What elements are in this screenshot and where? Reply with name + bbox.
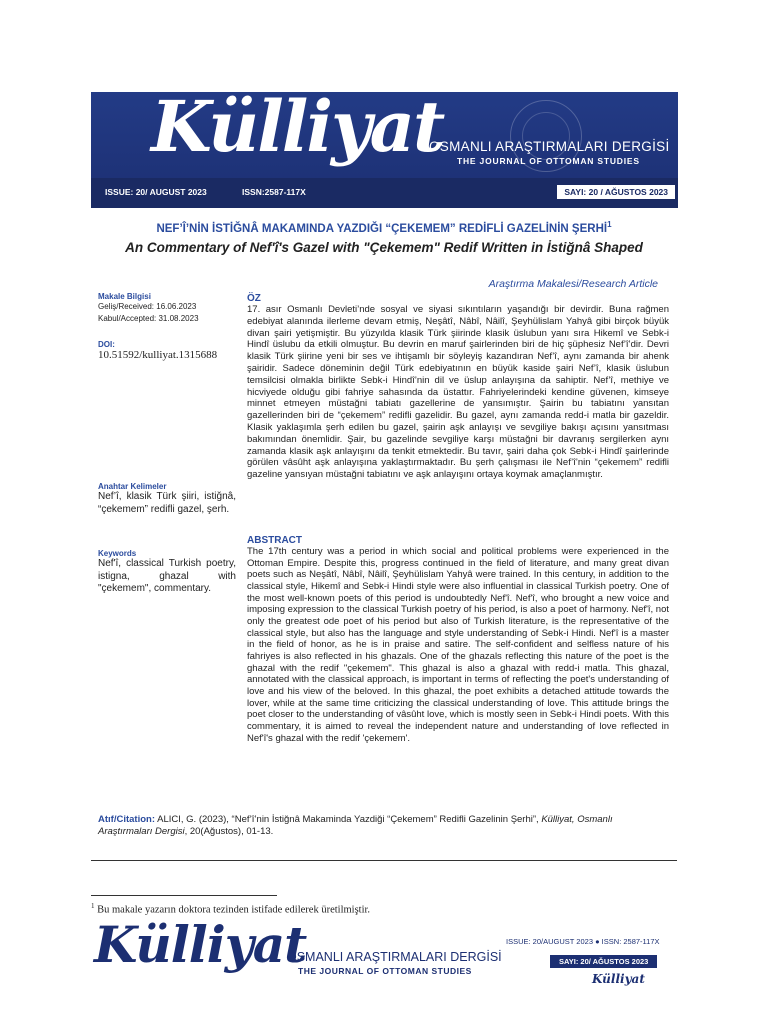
footer-logo: Külliyat bbox=[94, 915, 307, 974]
journal-logo: Külliyat bbox=[151, 85, 444, 168]
issn-label: ISSN:2587-117X bbox=[242, 187, 306, 197]
keywords-tr-label: Anahtar Kelimeler bbox=[98, 482, 167, 491]
citation-text: ALICI, G. (2023), “Nef’î’nin İstiğnâ Makaminda Yazdiği “Çekemem” Redifli Gazelinin Şerhi”, bbox=[155, 814, 542, 825]
footer-journal-name: OSMANLI ARAŞTIRMALARI DERGİSİ bbox=[287, 950, 502, 964]
journal-subtitle: THE JOURNAL OF OTTOMAN STUDIES bbox=[457, 156, 640, 166]
divider-line bbox=[91, 860, 677, 861]
keywords-tr-block bbox=[98, 482, 236, 516]
footer-sayi-badge: SAYI: 20/ AĞUSTOS 2023 bbox=[550, 955, 657, 968]
banner-footer-strip bbox=[91, 178, 678, 208]
abstract-tr-heading: ÖZ bbox=[247, 293, 261, 304]
title-footnote-mark: 1 bbox=[607, 220, 612, 229]
footer-mini-logo: Külliyat bbox=[592, 972, 645, 986]
issue-label: ISSUE: 20/ AUGUST 2023 bbox=[105, 187, 207, 197]
citation bbox=[98, 814, 668, 838]
doi-block bbox=[98, 340, 236, 361]
accepted-date: Kabul/Accepted: 31.08.2023 bbox=[98, 314, 199, 323]
doi-label: DOI: bbox=[98, 340, 115, 349]
footnote bbox=[91, 902, 370, 916]
title-turkish: NEF’Î’NİN İSTİĞNÂ MAKAMINDA YAZDIĞI “ÇEKEMEM” REDİFLİ GAZELİNİN ŞERHİ$^1$ bbox=[156, 220, 612, 235]
abstract-en-heading: ABSTRACT bbox=[247, 535, 302, 546]
keywords-en-label: Keywords bbox=[98, 549, 137, 558]
keywords-en-block bbox=[98, 549, 236, 596]
citation-tail: , 20(Ağustos), 01-13. bbox=[184, 826, 274, 837]
footnote-text: Bu makale yazarın doktora tezinden istifade edilerek üretilmiştir. bbox=[94, 904, 371, 916]
article-info-label: Makale Bilgisi bbox=[98, 292, 151, 301]
citation-label: Atıf/Citation: bbox=[98, 814, 155, 825]
footer-journal-subtitle: THE JOURNAL OF OTTOMAN STUDIES bbox=[298, 966, 472, 976]
abstract-tr bbox=[247, 293, 669, 481]
title-english: An Commentary of Nef'î's Gazel with "Çekemem" Redif Written in İstiğnâ Shaped bbox=[125, 240, 643, 255]
abstract-en-text: The 17th century was a period in which social and political problems were experienced in the Ottoman Empire. Despite this, progress continued in the field of literature, and many great divan poets such as Neşâtî, Nâbî, Nâilî, Şeyhülislam Yahyâ were trained. In this century, in addition to the classical style, Hikemî and Sebk-i Hindi style were also influential in classical Turkish poetry. One of the most well-known poets of this period is undoubtedly Nef'î. Nef'î, who brought a new voice and imposing expression to the classical Turkish poetry of his period, is also a poet of harmony. Nef'î, not only the greatest ode poet of his period but also of Turkish literature, is the representative of the classical style, but also has the language and style understanding of Sebk-i Hindi. Nef'î is a master in the field of honor, as he is in praise and satire. The self-confident and selfless nature of his fahriyes is also reflected in his ghazals. One of the ghazals reflecting this nature of the poet is the ghazal with the redif "çekemem". This ghazal is also a ghazal with redd-i matla. This ghazal, annotated with the classical approach, is important in terms of reflecting the poet's understanding of love and his view of the beloved. In this ghazal, the poet exhibits a detached attitude towards the lover, while at the same time criticizing the classical understanding of love. This attitude brings the poet closer to the understanding of vâsûht love, which is mostly seen in Sebk-i Hindi poets. With this commentary, it is aimed to reveal the independent nature and understanding of love reflected in Nef'î's ghazal with the redif 'çekemem'. bbox=[247, 546, 669, 744]
article-info bbox=[98, 292, 236, 325]
abstract-en bbox=[247, 535, 669, 744]
journal-banner bbox=[91, 85, 678, 208]
journal-name: OSMANLI ARAŞTIRMALARI DERGİSİ bbox=[429, 139, 670, 154]
footnote-mark: 1 bbox=[91, 902, 95, 910]
doi-link[interactable]: 10.51592/kulliyat.1315688 bbox=[98, 349, 218, 361]
keywords-tr: Nef’î, klasik Türk şiiri, istiğnâ, “çekemem” redifli gazel, şerh. bbox=[98, 491, 236, 515]
footnote-rule bbox=[91, 895, 277, 896]
received-date: Geliş/Received: 16.06.2023 bbox=[98, 302, 197, 311]
abstract-tr-text: 17. asır Osmanlı Devleti’nde sosyal ve siyasi sıkıntıların yaşandığı bir devirdir. Buna rağmen edebiyat alanında ilerleme devam etmiş, Neşâtî, Nâbî, Nâilî, Şeyhülislam Yahyâ gibi birçok büyük divan şairi yetişmiştir. Bu yüzyılda klasik Türk şiirinde klasik üslubun yanı sıra Hikemî ve Sebk-i Hindî üslubu da etkili olmuştur. Bu devrin en maruf şairlerinden biri de hiç şüphesiz Nef’î’dir. Devri klasik Türk şiirine yeni bir ses ve ihtişamlı bir söyleyiş kazandıran Nef’î, aynı zamanda bir ahenk şairidir. Sadece döneminin değil Türk edebiyatının en büyük kaside şairi Nef’î, klasik üslubun temsilcisi olmakla birlikte Sebk-i Hindî’nin dil ve üslup anlayışına da sahiptir. Nef’î, methiye ve hicviyede olduğu gibi fahriye sahasında da üstattır. Fahriyelerindeki kendine güvenen, kimseye minnet etmeyen müstağni tabiatı gazellerine de yansımıştır. Şairin bu tabiatını yansıtan gazellerinden biri de “çekemem” redifli gazelidir. Bu gazel, aynı zamanda redd-i matla bir gazeldir. Klasik yaklaşımla şerh edilen bu gazel, şairin aşk anlayışı ve sevgiliye bakışı açısını yansıtması bakımından önemlidir. Şair, bu gazelinde sevgiliye karşı müstağni bir davranış sergilerken aynı zamanda klasik aşk anlayışını da tenkit etmektedir. Bu tavır, şairi daha çok Sebk-i Hindî şairlerinde görülen vâsûht aşk anlayışına yaklaştırmaktadır. Bu şerh çalışması ile Nef’î’nin “çekemem” redifli gazeline yansıyan müstağni tabiatını ve aşk anlayışını ortaya koymak amaçlanmıştır. bbox=[247, 304, 669, 481]
article-type: Araştırma Makalesi/Research Article bbox=[488, 278, 658, 290]
sayi-badge: SAYI: 20 / AĞUSTOS 2023 bbox=[557, 185, 675, 199]
keywords-en: Nef'î, classical Turkish poetry, istigna, ghazal with "çekemem", commentary. bbox=[98, 558, 236, 594]
citation-journal: Külliyat, Osmanlı Araştırmaları Dergisi bbox=[98, 814, 613, 837]
footer-issue: ISSUE: 20/AUGUST 2023 ● ISSN: 2587-117X bbox=[506, 937, 660, 946]
